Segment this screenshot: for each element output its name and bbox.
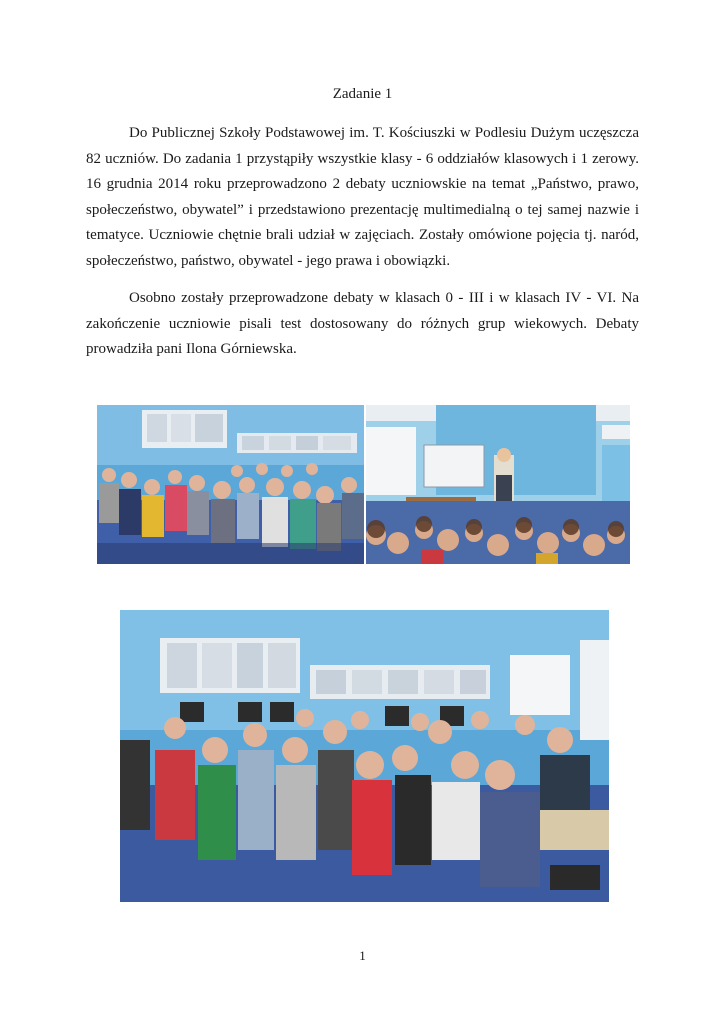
paragraph-debates: Osobno zostały przeprowadzone debaty w klasach 0 - III i w klasach IV - VI. Na zakończenie uczniowie pisali test dostosowany do różnych grup wiekowych. Debaty prowadziła pani Ilona Górniewska. [86, 290, 639, 358]
paragraph-intro: Do Publicznej Szkoły Podstawowej im. T. Kościuszki w Podlesiu Dużym uczęszcza 82 uczniów. Do zadania 1 przystąpiły wszystkie klasy - 6 oddziałów klasowych i 1 zerowy. 16 grudnia 2014 roku przeprowadzono 2 debaty uczniowskie na temat „Państwo, prawo, społeczeństwo, obywatel” i przedstawiono prezentację multimedialną o tej samej nazwie i tematyce. Uczniowie chętnie brali udział w zajęciach. Zostały omówione pojęcia tj. naród, społeczeństwo, państwo, obywatel - jego prawa i obowiązki. [86, 125, 639, 269]
photo-students-classroom-left [97, 405, 364, 564]
page-number: 1 [359, 948, 366, 963]
document-heading: Zadanie 1 [332, 86, 393, 102]
photo-students-large-group [120, 610, 609, 902]
photo-teacher-whiteboard [366, 405, 630, 564]
